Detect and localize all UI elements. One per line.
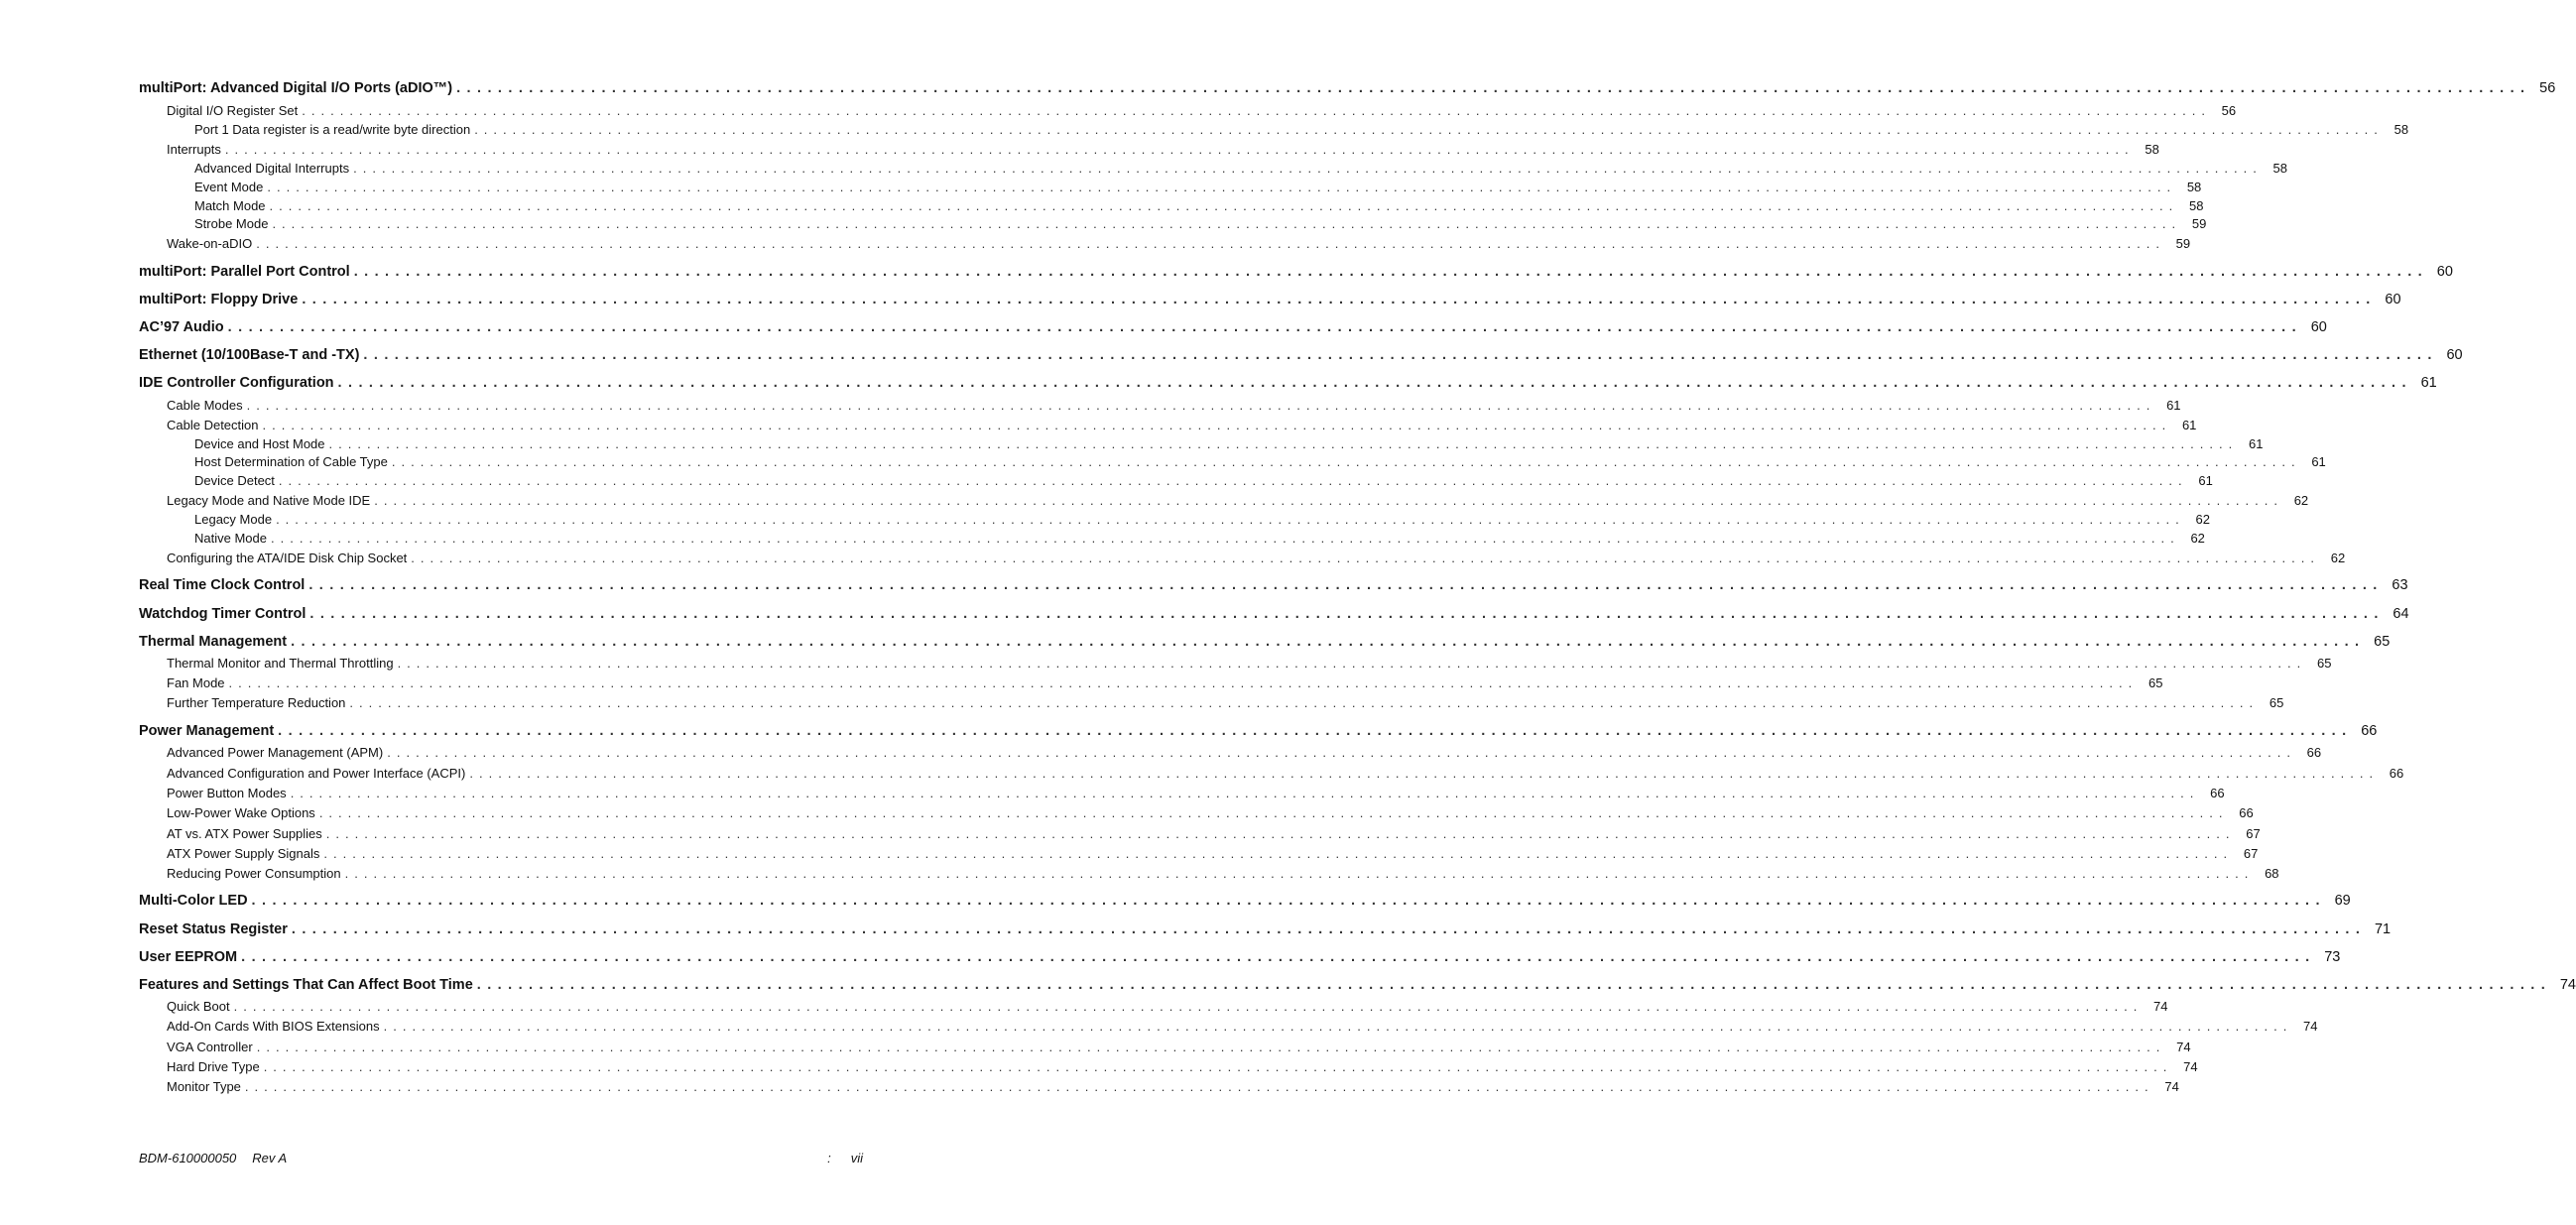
page-footer <box>139 1151 863 1165</box>
toc-entry-title: Cable Modes <box>167 398 243 413</box>
dot-leader: . . . . . . . . . . . . . . . . . . . . . . . . . . . . . . . . . . . . . . . . . . . . . . . . . . . . . . . . . . . . . . . . . . . . . . . . . . . . . . . . . . . . . . . . . . . . . . . . . . . . . . . . . . . . . . . . . . . . . . . . . . . . . . . . . . . . . . . . . . . . . . . . . . . . . . . . . . . . . . . . . . . . . . . . . . . . . . . . . . . . . . . . . . . . . . . . . . . . . . . . <box>272 216 2177 231</box>
dot-leader: . . . . . . . . . . . . . . . . . . . . . . . . . . . . . . . . . . . . . . . . . . . . . . . . . . . . . . . . . . . . . . . . . . . . . . . . . . . . . . . . . . . . . . . . . . . . . . . . . . . . . . . . . . . . . . . . . . . . . . . . . . . . . . . . . . . . . . . . . . . . . . . . . . . . . . . . . . . . . . . . . . . . . . . . . . . . . . . . . . . . . . . . . . . . . . . . . . . . . . . . <box>383 1019 2288 1034</box>
toc-entry-page: 74 <box>2153 999 2168 1014</box>
toc-entry-page: 65 <box>2148 675 2163 690</box>
toc-entry-page: 60 <box>2436 264 2453 280</box>
toc-entry[interactable] <box>167 998 2168 1016</box>
toc-entry-title: ATX Power Supply Signals <box>167 846 320 861</box>
toc-entry[interactable] <box>194 121 2409 139</box>
toc-entry[interactable] <box>194 179 2202 196</box>
toc-entry[interactable] <box>139 291 2401 308</box>
toc-entry-page: 61 <box>2420 375 2437 391</box>
toc-entry-page: 61 <box>2311 454 2326 469</box>
dot-leader: . . . . . . . . . . . . . . . . . . . . . . . . . . . . . . . . . . . . . . . . . . . . . . . . . . . . . . . . . . . . . . . . . . . . . . . . . . . . . . . . . . . . . . . . . . . . . . . . . . . . . . . . . . . . . . . . . . . . . . . . . . . . . . . . . . . . . . . . . . . . . . . . . . . . . . . . . . . . . . . . . . . . . . . . . . . . . . . . . . . . . . . . . . . . . . . . . . . . . . . . <box>228 675 2134 690</box>
dot-leader: . . . . . . . . . . . . . . . . . . . . . . . . . . . . . . . . . . . . . . . . . . . . . . . . . . . . . . . . . . . . . . . . . . . . . . . . . . . . . . . . . . . . . . . . . . . . . . . . . . . . . . . . . . . . . . . . . . . . . . . . . . . . . . . . . . . . . . . . . . . . . . . . . . . . . . . . . . . . . . . . . . . . . . . . . . . . . . . . . . . . . . . . . . . . . . . . . . . . . . . . <box>263 1059 2168 1074</box>
dot-leader: . . . . . . . . . . . . . . . . . . . . . . . . . . . . . . . . . . . . . . . . . . . . . . . . . . . . . . . . . . . . . . . . . . . . . . . . . . . . . . . . . . . . . . . . . . . . . . . . . . . . . . . . . . . . . . . . . . . . . . . . . . . . . . . . . . . . . . . . . . . . . . . . . . . . . . . . . . . . . . . . . . . . . . . . . . . . . . . . . . . . . . . . . . . . . . . . . . . . . . . . <box>353 264 2423 280</box>
toc-entry[interactable] <box>139 263 2453 281</box>
dot-leader: . . . . . . . . . . . . . . . . . . . . . . . . . . . . . . . . . . . . . . . . . . . . . . . . . . . . . . . . . . . . . . . . . . . . . . . . . . . . . . . . . . . . . . . . . . . . . . . . . . . . . . . . . . . . . . . . . . . . . . . . . . . . . . . . . . . . . . . . . . . . . . . . . . . . . . . . . . . . . . . . . . . . . . . . . . . . . . . . . . . . . . . . . . . . . . . . . . . . . . . . <box>363 347 2433 363</box>
toc-entry-page: 64 <box>2392 606 2409 622</box>
dot-leader: . . . . . . . . . . . . . . . . . . . . . . . . . . . . . . . . . . . . . . . . . . . . . . . . . . . . . . . . . . . . . . . . . . . . . . . . . . . . . . . . . . . . . . . . . . . . . . . . . . . . . . . . . . . . . . . . . . . . . . . . . . . . . . . . . . . . . . . . . . . . . . . . . . . . . . . . . . . . . . . . . . . . . . . . . . . . . . . . . . . . . . . . . . . . . . . . . . . . . . . . <box>337 375 2407 391</box>
toc-entry[interactable] <box>167 417 2197 434</box>
toc-entry-title: Port 1 Data register is a read/write byte direction <box>194 122 471 137</box>
toc-entry-title: IDE Controller Configuration <box>139 375 334 391</box>
toc-entry-title: User EEPROM <box>139 949 238 965</box>
toc-entry-title: Configuring the ATA/IDE Disk Chip Socket <box>167 551 408 565</box>
dot-leader: . . . . . . . . . . . . . . . . . . . . . . . . . . . . . . . . . . . . . . . . . . . . . . . . . . . . . . . . . . . . . . . . . . . . . . . . . . . . . . . . . . . . . . . . . . . . . . . . . . . . . . . . . . . . . . . . . . . . . . . . . . . . . . . . . . . . . . . . . . . . . . . . . . . . . . . . . . . . . . . . . . . . . . . . . . . . . . . . . . . . . . . . . . . . . . . . . . . . . . . . <box>391 454 2296 469</box>
toc-entry-title: Strobe Mode <box>194 216 269 231</box>
dot-leader: . . . . . . . . . . . . . . . . . . . . . . . . . . . . . . . . . . . . . . . . . . . . . . . . . . . . . . . . . . . . . . . . . . . . . . . . . . . . . . . . . . . . . . . . . . . . . . . . . . . . . . . . . . . . . . . . . . . . . . . . . . . . . . . . . . . . . . . . . . . . . . . . . . . . . . . . . . . . . . . . . . . . . . . . . . . . . . . . . . . . . . . . . . . . . . . . . . . . . . . . <box>469 766 2375 781</box>
toc-entry-title: VGA Controller <box>167 1040 253 1054</box>
toc-entry[interactable] <box>194 160 2288 178</box>
toc-entry-title: Fan Mode <box>167 675 225 690</box>
footer-page <box>827 1151 863 1165</box>
toc-entry-page: 56 <box>2539 80 2556 96</box>
toc-entry-page: 66 <box>2239 805 2254 820</box>
toc-entry[interactable] <box>139 346 2463 364</box>
toc-entry[interactable] <box>194 511 2210 529</box>
dot-leader: . . . . . . . . . . . . . . . . . . . . . . . . . . . . . . . . . . . . . . . . . . . . . . . . . . . . . . . . . . . . . . . . . . . . . . . . . . . . . . . . . . . . . . . . . . . . . . . . . . . . . . . . . . . . . . . . . . . . . . . . . . . . . . . . . . . . . . . . . . . . . . . . . . . . . . . . . . . . . . . . . . . . . . . . . . . . . . . . . . . . . . . . . . . . . . . . . . . . . . . . <box>256 1040 2161 1054</box>
toc-entry-title: Digital I/O Register Set <box>167 103 299 118</box>
dot-leader: . . . . . . . . . . . . . . . . . . . . . . . . . . . . . . . . . . . . . . . . . . . . . . . . . . . . . . . . . . . . . . . . . . . . . . . . . . . . . . . . . . . . . . . . . . . . . . . . . . . . . . . . . . . . . . . . . . . . . . . . . . . . . . . . . . . . . . . . . . . . . . . . . . . . . . . . . . . . . . . . . . . . . . . . . . . . . . . . . . . . . . . . . . . . . . . . . . . . . . . . <box>325 826 2231 841</box>
toc-entry-title: Real Time Clock Control <box>139 577 306 593</box>
toc-entry[interactable] <box>139 722 2378 740</box>
toc-entry-page: 73 <box>2324 949 2341 965</box>
dot-leader: . . . . . . . . . . . . . . . . . . . . . . . . . . . . . . . . . . . . . . . . . . . . . . . . . . . . . . . . . . . . . . . . . . . . . . . . . . . . . . . . . . . . . . . . . . . . . . . . . . . . . . . . . . . . . . . . . . . . . . . . . . . . . . . . . . . . . . . . . . . . . . . . . . . . . . . . . . . . . . . . . . . . . . . . . . . . . . . . . . . . . . . . . . . . . . . . . . . . . . . . <box>241 949 2311 965</box>
toc-entry-title: Host Determination of Cable Type <box>194 454 388 469</box>
toc-entry-page: 59 <box>2191 216 2207 231</box>
dot-leader: . . . . . . . . . . . . . . . . . . . . . . . . . . . . . . . . . . . . . . . . . . . . . . . . . . . . . . . . . . . . . . . . . . . . . . . . . . . . . . . . . . . . . . . . . . . . . . . . . . . . . . . . . . . . . . . . . . . . . . . . . . . . . . . . . . . . . . . . . . . . . . . . . . . . . . . . . . . . . . . . . . . . . . . . . . . . . . . . . . . . . . . . . . . . . . . . . . . . . . . . <box>291 921 2362 937</box>
dot-leader: . . . . . . . . . . . . . . . . . . . . . . . . . . . . . . . . . . . . . . . . . . . . . . . . . . . . . . . . . . . . . . . . . . . . . . . . . . . . . . . . . . . . . . . . . . . . . . . . . . . . . . . . . . . . . . . . . . . . . . . . . . . . . . . . . . . . . . . . . . . . . . . . . . . . . . . . . . . . . . . . . . . . . . . . . . . . . . . . . . . . . . . . . . . . . . . . . . . . . . . . <box>328 436 2234 451</box>
dot-leader: . . . . . . . . . . . . . . . . . . . . . . . . . . . . . . . . . . . . . . . . . . . . . . . . . . . . . . . . . . . . . . . . . . . . . . . . . . . . . . . . . . . . . . . . . . . . . . . . . . . . . . . . . . . . . . . . . . . . . . . . . . . . . . . . . . . . . . . . . . . . . . . . . . . . . . . . . . . . . . . . . . . . . . . . . . . . . . . . . . . . . . . . . . . . . . . . . . . . . . . . <box>387 745 2292 760</box>
toc-entry[interactable] <box>194 197 2204 215</box>
toc-entry-page: 71 <box>2374 921 2392 937</box>
toc-entry[interactable] <box>167 825 2261 843</box>
toc-entry-page: 65 <box>2374 634 2391 650</box>
toc-entry[interactable] <box>167 1078 2179 1096</box>
toc-entry-page: 69 <box>2334 893 2351 909</box>
toc-entry-title: Advanced Power Management (APM) <box>167 745 384 760</box>
toc-entry-page: 74 <box>2303 1019 2318 1034</box>
toc-entry[interactable] <box>194 530 2205 548</box>
dot-leader: . . . . . . . . . . . . . . . . . . . . . . . . . . . . . . . . . . . . . . . . . . . . . . . . . . . . . . . . . . . . . . . . . . . . . . . . . . . . . . . . . . . . . . . . . . . . . . . . . . . . . . . . . . . . . . . . . . . . . . . . . . . . . . . . . . . . . . . . . . . . . . . . . . . . . . . . . . . . . . . . . . . . . . . . . . . . . . . . . . . . . . . . . . . . . . . . . . . . . . . . <box>278 723 2348 739</box>
toc-entry-page: 59 <box>2175 236 2191 251</box>
toc-entry[interactable] <box>167 1018 2318 1036</box>
toc-entry[interactable] <box>139 79 2556 97</box>
dot-leader: . . . . . . . . . . . . . . . . . . . . . . . . . . . . . . . . . . . . . . . . . . . . . . . . . . . . . . . . . . . . . . . . . . . . . . . . . . . . . . . . . . . . . . . . . . . . . . . . . . . . . . . . . . . . . . . . . . . . . . . . . . . . . . . . . . . . . . . . . . . . . . . . . . . . . . . . . . . . . . . . . . . . . . . . . . . . . . . . . . . . . . . . . . . . . . . . . . . . . . . . <box>251 893 2321 909</box>
toc-entry-page: 58 <box>2189 198 2204 213</box>
toc-entry[interactable] <box>139 920 2392 938</box>
dot-leader: . . . . . . . . . . . . . . . . . . . . . . . . . . . . . . . . . . . . . . . . . . . . . . . . . . . . . . . . . . . . . . . . . . . . . . . . . . . . . . . . . . . . . . . . . . . . . . . . . . . . . . . . . . . . . . . . . . . . . . . . . . . . . . . . . . . . . . . . . . . . . . . . . . . . . . . . . . . . . . . . . . . . . . . . . . . . . . . . . . . . . . . . . . . . . . . . . . . . . . . . <box>349 695 2255 710</box>
toc-entry-title: multiPort: Parallel Port Control <box>139 264 350 280</box>
toc-entry[interactable] <box>167 804 2254 822</box>
dot-leader: . . . . . . . . . . . . . . . . . . . . . . . . . . . . . . . . . . . . . . . . . . . . . . . . . . . . . . . . . . . . . . . . . . . . . . . . . . . . . . . . . . . . . . . . . . . . . . . . . . . . . . . . . . . . . . . . . . . . . . . . . . . . . . . . . . . . . . . . . . . . . . . . . . . . . . . . . . . . . . . . . . . . . . . . . . . . . . . . . . . . . . . . . . . . . . . . . . . . . . . . <box>411 551 2316 565</box>
toc-entry-title: Reset Status Register <box>139 921 288 937</box>
toc-entry-page: 74 <box>2164 1079 2179 1094</box>
dot-leader: . . . . . . . . . . . . . . . . . . . . . . . . . . . . . . . . . . . . . . . . . . . . . . . . . . . . . . . . . . . . . . . . . . . . . . . . . . . . . . . . . . . . . . . . . . . . . . . . . . . . . . . . . . . . . . . . . . . . . . . . . . . . . . . . . . . . . . . . . . . . . . . . . . . . . . . . . . . . . . . . . . . . . . . . . . . . . . . . . . . . . . . . . . . . . . . . . . . . . . . . <box>278 473 2183 488</box>
footer-doc-number: BDM-610000050 <box>139 1151 237 1165</box>
toc-entry-page: 74 <box>2176 1040 2191 1054</box>
toc-entry-title: Advanced Digital Interrupts <box>194 161 350 176</box>
toc-entry-page: 65 <box>2269 695 2284 710</box>
toc-entry[interactable] <box>167 845 2259 863</box>
toc-entry-title: Thermal Management <box>139 634 288 650</box>
toc-entry[interactable] <box>194 472 2213 490</box>
toc-entry-title: Features and Settings That Can Affect Boot Time <box>139 977 473 993</box>
toc-entry-page: 60 <box>2446 347 2463 363</box>
toc-entry[interactable] <box>139 633 2391 651</box>
toc-entry[interactable] <box>139 605 2409 623</box>
toc-entry-title: Advanced Configuration and Power Interface (ACPI) <box>167 766 466 781</box>
footer-page-number: vii <box>850 1151 863 1165</box>
toc-entry-page: 66 <box>2361 723 2378 739</box>
toc-entry-title: Legacy Mode and Native Mode IDE <box>167 493 371 508</box>
toc-entry-title: Reducing Power Consumption <box>167 866 341 881</box>
toc-entry[interactable] <box>167 744 2322 762</box>
toc-entry-title: Thermal Monitor and Thermal Throttling <box>167 656 394 671</box>
dot-leader: . . . . . . . . . . . . . . . . . . . . . . . . . . . . . . . . . . . . . . . . . . . . . . . . . . . . . . . . . . . . . . . . . . . . . . . . . . . . . . . . . . . . . . . . . . . . . . . . . . . . . . . . . . . . . . . . . . . . . . . . . . . . . . . . . . . . . . . . . . . . . . . . . . . . . . . . . . . . . . . . . . . . . . . . . . . . . . . . . . . . . . . . . . . . . . . . . . . . . . . . <box>318 805 2224 820</box>
footer-revision: Rev A <box>252 1151 288 1165</box>
toc-entry-page: 62 <box>2190 531 2205 546</box>
footer-document-id <box>139 1151 287 1165</box>
toc-entry-title: Multi-Color LED <box>139 893 248 909</box>
toc-entry[interactable] <box>194 215 2207 233</box>
dot-leader: . . . . . . . . . . . . . . . . . . . . . . . . . . . . . . . . . . . . . . . . . . . . . . . . . . . . . . . . . . . . . . . . . . . . . . . . . . . . . . . . . . . . . . . . . . . . . . . . . . . . . . . . . . . . . . . . . . . . . . . . . . . . . . . . . . . . . . . . . . . . . . . . . . . . . . . . . . . . . . . . . . . . . . . . . . . . . . . . . . . . . . . . . . . . . . . . . . . . . . . . <box>246 398 2151 413</box>
toc-entry-title: Monitor Type <box>167 1079 241 1094</box>
toc-entry-title: Cable Detection <box>167 418 259 432</box>
toc-entry-title: Further Temperature Reduction <box>167 695 346 710</box>
toc-entry-page: 74 <box>2183 1059 2198 1074</box>
toc-entry-page: 62 <box>2330 551 2346 565</box>
toc-entry-page: 66 <box>2210 786 2225 800</box>
toc-entry-page: 61 <box>2181 418 2197 432</box>
toc-entry-page: 63 <box>2392 577 2408 593</box>
toc-entry-title: Device Detect <box>194 473 275 488</box>
toc-entry-title: AC’97 Audio <box>139 319 224 335</box>
dot-leader: . . . . . . . . . . . . . . . . . . . . . . . . . . . . . . . . . . . . . . . . . . . . . . . . . . . . . . . . . . . . . . . . . . . . . . . . . . . . . . . . . . . . . . . . . . . . . . . . . . . . . . . . . . . . . . . . . . . . . . . . . . . . . . . . . . . . . . . . . . . . . . . . . . . . . . . . . . . . . . . . . . . . . . . . . . . . . . . . . . . . . . . . . . . . . . . . . . . . . . . . <box>276 512 2180 527</box>
toc-entry[interactable] <box>167 655 2332 673</box>
toc-entry[interactable] <box>167 694 2284 712</box>
dot-leader: . . . . . . . . . . . . . . . . . . . . . . . . . . . . . . . . . . . . . . . . . . . . . . . . . . . . . . . . . . . . . . . . . . . . . . . . . . . . . . . . . . . . . . . . . . . . . . . . . . . . . . . . . . . . . . . . . . . . . . . . . . . . . . . . . . . . . . . . . . . . . . . . . . . . . . . . . . . . . . . . . . . . . . . . . . . . . . . . . . . . . . . . . . . . . . . . . . . . . . . . <box>267 180 2172 194</box>
toc-entry[interactable] <box>167 397 2181 415</box>
toc-entry[interactable] <box>139 374 2437 392</box>
toc-entry-title: Device and Host Mode <box>194 436 325 451</box>
toc-entry-page: 56 <box>2221 103 2237 118</box>
toc-entry-title: Legacy Mode <box>194 512 273 527</box>
dot-leader: . . . . . . . . . . . . . . . . . . . . . . . . . . . . . . . . . . . . . . . . . . . . . . . . . . . . . . . . . . . . . . . . . . . . . . . . . . . . . . . . . . . . . . . . . . . . . . . . . . . . . . . . . . . . . . . . . . . . . . . . . . . . . . . . . . . . . . . . . . . . . . . . . . . . . . . . . . . . . . . . . . . . . . . . . . . . . . . . . . . . . . . . . . . . . . . . . . . . . . . . <box>302 103 2207 118</box>
toc-entry-page: 67 <box>2243 846 2259 861</box>
dot-leader: . . . . . . . . . . . . . . . . . . . . . . . . . . . . . . . . . . . . . . . . . . . . . . . . . . . . . . . . . . . . . . . . . . . . . . . . . . . . . . . . . . . . . . . . . . . . . . . . . . . . . . . . . . . . . . . . . . . . . . . . . . . . . . . . . . . . . . . . . . . . . . . . . . . . . . . . . . . . . . . . . . . . . . . . . . . . . . . . . . . . . . . . . . . . . . . . . . . . . . . . <box>270 531 2175 546</box>
dot-leader: . . . . . . . . . . . . . . . . . . . . . . . . . . . . . . . . . . . . . . . . . . . . . . . . . . . . . . . . . . . . . . . . . . . . . . . . . . . . . . . . . . . . . . . . . . . . . . . . . . . . . . . . . . . . . . . . . . . . . . . . . . . . . . . . . . . . . . . . . . . . . . . . . . . . . . . . . . . . . . . . . . . . . . . . . . . . . . . . . . . . . . . . . . . . . . . . . . . . . . . . <box>269 198 2174 213</box>
toc-entry-page: 61 <box>2248 436 2264 451</box>
dot-leader: . . . . . . . . . . . . . . . . . . . . . . . . . . . . . . . . . . . . . . . . . . . . . . . . . . . . . . . . . . . . . . . . . . . . . . . . . . . . . . . . . . . . . . . . . . . . . . . . . . . . . . . . . . . . . . . . . . . . . . . . . . . . . . . . . . . . . . . . . . . . . . . . . . . . . . . . . . . . . . . . . . . . . . . . . . . . . . . . . . . . . . . . . . . . . . . . . . . . . . . . <box>262 418 2167 432</box>
dot-leader: . . . . . . . . . . . . . . . . . . . . . . . . . . . . . . . . . . . . . . . . . . . . . . . . . . . . . . . . . . . . . . . . . . . . . . . . . . . . . . . . . . . . . . . . . . . . . . . . . . . . . . . . . . . . . . . . . . . . . . . . . . . . . . . . . . . . . . . . . . . . . . . . . . . . . . . . . . . . . . . . . . . . . . . . . . . . . . . . . . . . . . . . . . . . . . . . . . . . . . . . <box>233 999 2139 1014</box>
dot-leader: . . . . . . . . . . . . . . . . . . . . . . . . . . . . . . . . . . . . . . . . . . . . . . . . . . . . . . . . . . . . . . . . . . . . . . . . . . . . . . . . . . . . . . . . . . . . . . . . . . . . . . . . . . . . . . . . . . . . . . . . . . . . . . . . . . . . . . . . . . . . . . . . . . . . . . . . . . . . . . . . . . . . . . . . . . . . . . . . . . . . . . . . . . . . . . . . . . . . . . . . <box>353 161 2259 176</box>
toc-entry-page: 61 <box>2198 473 2213 488</box>
toc-entry-page: 66 <box>2389 766 2404 781</box>
dot-leader: . . . . . . . . . . . . . . . . . . . . . . . . . . . . . . . . . . . . . . . . . . . . . . . . . . . . . . . . . . . . . . . . . . . . . . . . . . . . . . . . . . . . . . . . . . . . . . . . . . . . . . . . . . . . . . . . . . . . . . . . . . . . . . . . . . . . . . . . . . . . . . . . . . . . . . . . . . . . . . . . . . . . . . . . . . . . . . . . . . . . . . . . . . . . . . . . . . . . . . . . <box>302 292 2372 307</box>
toc-entry-page: 60 <box>2310 319 2327 335</box>
toc-entry-title: Interrupts <box>167 142 221 157</box>
dot-leader: . . . . . . . . . . . . . . . . . . . . . . . . . . . . . . . . . . . . . . . . . . . . . . . . . . . . . . . . . . . . . . . . . . . . . . . . . . . . . . . . . . . . . . . . . . . . . . . . . . . . . . . . . . . . . . . . . . . . . . . . . . . . . . . . . . . . . . . . . . . . . . . . . . . . . . . . . . . . . . . . . . . . . . . . . . . . . . . . . . . . . . . . . . . . . . . . . . . . . . . . <box>309 606 2380 622</box>
toc-entry-page: 62 <box>2195 512 2210 527</box>
toc-entry[interactable] <box>167 235 2191 253</box>
toc-entry-title: multiPort: Advanced Digital I/O Ports (aDIO™) <box>139 80 453 96</box>
toc-entry[interactable] <box>167 785 2225 802</box>
footer-separator: : <box>827 1151 831 1165</box>
toc-entry-title: Event Mode <box>194 180 264 194</box>
dot-leader: . . . . . . . . . . . . . . . . . . . . . . . . . . . . . . . . . . . . . . . . . . . . . . . . . . . . . . . . . . . . . . . . . . . . . . . . . . . . . . . . . . . . . . . . . . . . . . . . . . . . . . . . . . . . . . . . . . . . . . . . . . . . . . . . . . . . . . . . . . . . . . . . . . . . . . . . . . . . . . . . . . . . . . . . . . . . . . . . . . . . . . . . . . . . . . . . . . . . . . . . <box>256 236 2161 251</box>
dot-leader: . . . . . . . . . . . . . . . . . . . . . . . . . . . . . . . . . . . . . . . . . . . . . . . . . . . . . . . . . . . . . . . . . . . . . . . . . . . . . . . . . . . . . . . . . . . . . . . . . . . . . . . . . . . . . . . . . . . . . . . . . . . . . . . . . . . . . . . . . . . . . . . . . . . . . . . . . . . . . . . . . . . . . . . . . . . . . . . . . . . . . . . . . . . . . . . . . . . . . . . . <box>344 866 2250 881</box>
toc-entry-title: multiPort: Floppy Drive <box>139 292 299 307</box>
toc-entry[interactable] <box>167 102 2237 120</box>
toc-entry-page: 74 <box>2559 977 2576 993</box>
dot-leader: . . . . . . . . . . . . . . . . . . . . . . . . . . . . . . . . . . . . . . . . . . . . . . . . . . . . . . . . . . . . . . . . . . . . . . . . . . . . . . . . . . . . . . . . . . . . . . . . . . . . . . . . . . . . . . . . . . . . . . . . . . . . . . . . . . . . . . . . . . . . . . . . . . . . . . . . . . . . . . . . . . . . . . . . . . . . . . . . . . . . . . . . . . . . . . . . . . . . . . . . <box>227 319 2297 335</box>
toc-entry-page: 60 <box>2385 292 2401 307</box>
toc-entry[interactable] <box>139 948 2341 966</box>
dot-leader: . . . . . . . . . . . . . . . . . . . . . . . . . . . . . . . . . . . . . . . . . . . . . . . . . . . . . . . . . . . . . . . . . . . . . . . . . . . . . . . . . . . . . . . . . . . . . . . . . . . . . . . . . . . . . . . . . . . . . . . . . . . . . . . . . . . . . . . . . . . . . . . . . . . . . . . . . . . . . . . . . . . . . . . . . . . . . . . . . . . . . . . . . . . . . . . . . . . . . . . . <box>308 577 2379 593</box>
dot-leader: . . . . . . . . . . . . . . . . . . . . . . . . . . . . . . . . . . . . . . . . . . . . . . . . . . . . . . . . . . . . . . . . . . . . . . . . . . . . . . . . . . . . . . . . . . . . . . . . . . . . . . . . . . . . . . . . . . . . . . . . . . . . . . . . . . . . . . . . . . . . . . . . . . . . . . . . . . . . . . . . . . . . . . . . . . . . . . . . . . . . . . . . . . . . . . . . . . . . . . . . <box>456 80 2526 96</box>
toc-entry-page: 68 <box>2265 866 2279 881</box>
toc-entry-title: Watchdog Timer Control <box>139 606 307 622</box>
toc-entry-page: 65 <box>2317 656 2332 671</box>
toc-entry-title: Match Mode <box>194 198 266 213</box>
dot-leader: . . . . . . . . . . . . . . . . . . . . . . . . . . . . . . . . . . . . . . . . . . . . . . . . . . . . . . . . . . . . . . . . . . . . . . . . . . . . . . . . . . . . . . . . . . . . . . . . . . . . . . . . . . . . . . . . . . . . . . . . . . . . . . . . . . . . . . . . . . . . . . . . . . . . . . . . . . . . . . . . . . . . . . . . . . . . . . . . . . . . . . . . . . . . . . . . . . . . . . . . <box>290 786 2195 800</box>
toc-entry-title: AT vs. ATX Power Supplies <box>167 826 322 841</box>
dot-leader: . . . . . . . . . . . . . . . . . . . . . . . . . . . . . . . . . . . . . . . . . . . . . . . . . . . . . . . . . . . . . . . . . . . . . . . . . . . . . . . . . . . . . . . . . . . . . . . . . . . . . . . . . . . . . . . . . . . . . . . . . . . . . . . . . . . . . . . . . . . . . . . . . . . . . . . . . . . . . . . . . . . . . . . . . . . . . . . . . . . . . . . . . . . . . . . . . . . . . . . . <box>397 656 2302 671</box>
toc-entry[interactable] <box>139 318 2327 336</box>
toc-entry-title: Low-Power Wake Options <box>167 805 315 820</box>
toc-entry-page: 62 <box>2293 493 2309 508</box>
toc-entry[interactable] <box>139 576 2408 594</box>
toc-entry-title: Ethernet (10/100Base-T and -TX) <box>139 347 360 363</box>
toc-entry-title: Add-On Cards With BIOS Extensions <box>167 1019 380 1034</box>
toc-entry-title: Hard Drive Type <box>167 1059 260 1074</box>
toc-entry[interactable] <box>194 453 2326 471</box>
dot-leader: . . . . . . . . . . . . . . . . . . . . . . . . . . . . . . . . . . . . . . . . . . . . . . . . . . . . . . . . . . . . . . . . . . . . . . . . . . . . . . . . . . . . . . . . . . . . . . . . . . . . . . . . . . . . . . . . . . . . . . . . . . . . . . . . . . . . . . . . . . . . . . . . . . . . . . . . . . . . . . . . . . . . . . . . . . . . . . . . . . . . . . . . . . . . . . . . . . . . . . . . <box>291 634 2361 650</box>
toc-entry-page: 66 <box>2306 745 2322 760</box>
toc-entry-page: 58 <box>2145 142 2159 157</box>
toc-entry-page: 67 <box>2246 826 2261 841</box>
dot-leader: . . . . . . . . . . . . . . . . . . . . . . . . . . . . . . . . . . . . . . . . . . . . . . . . . . . . . . . . . . . . . . . . . . . . . . . . . . . . . . . . . . . . . . . . . . . . . . . . . . . . . . . . . . . . . . . . . . . . . . . . . . . . . . . . . . . . . . . . . . . . . . . . . . . . . . . . . . . . . . . . . . . . . . . . . . . . . . . . . . . . . . . . . . . . . . . . . . . . . . . . <box>244 1079 2149 1094</box>
dot-leader: . . . . . . . . . . . . . . . . . . . . . . . . . . . . . . . . . . . . . . . . . . . . . . . . . . . . . . . . . . . . . . . . . . . . . . . . . . . . . . . . . . . . . . . . . . . . . . . . . . . . . . . . . . . . . . . . . . . . . . . . . . . . . . . . . . . . . . . . . . . . . . . . . . . . . . . . . . . . . . . . . . . . . . . . . . . . . . . . . . . . . . . . . . . . . . . . . . . . . . . . <box>224 142 2130 157</box>
toc-entry-page: 58 <box>2393 122 2409 137</box>
toc-entry[interactable] <box>167 865 2279 883</box>
toc-entry[interactable] <box>167 141 2159 159</box>
dot-leader: . . . . . . . . . . . . . . . . . . . . . . . . . . . . . . . . . . . . . . . . . . . . . . . . . . . . . . . . . . . . . . . . . . . . . . . . . . . . . . . . . . . . . . . . . . . . . . . . . . . . . . . . . . . . . . . . . . . . . . . . . . . . . . . . . . . . . . . . . . . . . . . . . . . . . . . . . . . . . . . . . . . . . . . . . . . . . . . . . . . . . . . . . . . . . . . . . . . . . . . . <box>474 122 2380 137</box>
toc-entry[interactable] <box>194 435 2264 453</box>
toc-entry-page: 58 <box>2272 161 2288 176</box>
toc-entry[interactable] <box>167 550 2346 567</box>
dot-leader: . . . . . . . . . . . . . . . . . . . . . . . . . . . . . . . . . . . . . . . . . . . . . . . . . . . . . . . . . . . . . . . . . . . . . . . . . . . . . . . . . . . . . . . . . . . . . . . . . . . . . . . . . . . . . . . . . . . . . . . . . . . . . . . . . . . . . . . . . . . . . . . . . . . . . . . . . . . . . . . . . . . . . . . . . . . . . . . . . . . . . . . . . . . . . . . . . . . . . . . . <box>374 493 2279 508</box>
dot-leader: . . . . . . . . . . . . . . . . . . . . . . . . . . . . . . . . . . . . . . . . . . . . . . . . . . . . . . . . . . . . . . . . . . . . . . . . . . . . . . . . . . . . . . . . . . . . . . . . . . . . . . . . . . . . . . . . . . . . . . . . . . . . . . . . . . . . . . . . . . . . . . . . . . . . . . . . . . . . . . . . . . . . . . . . . . . . . . . . . . . . . . . . . . . . . . . . . . . . . . . . <box>476 977 2546 993</box>
toc-entry[interactable] <box>167 492 2309 510</box>
toc-entry-page: 61 <box>2166 398 2181 413</box>
toc-entry-page: 58 <box>2186 180 2202 194</box>
dot-leader: . . . . . . . . . . . . . . . . . . . . . . . . . . . . . . . . . . . . . . . . . . . . . . . . . . . . . . . . . . . . . . . . . . . . . . . . . . . . . . . . . . . . . . . . . . . . . . . . . . . . . . . . . . . . . . . . . . . . . . . . . . . . . . . . . . . . . . . . . . . . . . . . . . . . . . . . . . . . . . . . . . . . . . . . . . . . . . . . . . . . . . . . . . . . . . . . . . . . . . . . <box>323 846 2229 861</box>
toc-entry-title: Power Button Modes <box>167 786 287 800</box>
toc-entry[interactable] <box>167 1058 2198 1076</box>
toc-entry-title: Native Mode <box>194 531 267 546</box>
toc-entry[interactable] <box>167 765 2404 783</box>
toc-entry-title: Power Management <box>139 723 275 739</box>
toc-entry[interactable] <box>139 892 2351 910</box>
toc-entry-title: Quick Boot <box>167 999 230 1014</box>
toc-entry-title: Wake-on-aDIO <box>167 236 253 251</box>
toc-entry[interactable] <box>139 976 2576 994</box>
toc-entry[interactable] <box>167 1039 2191 1056</box>
toc-entry[interactable] <box>167 674 2163 692</box>
